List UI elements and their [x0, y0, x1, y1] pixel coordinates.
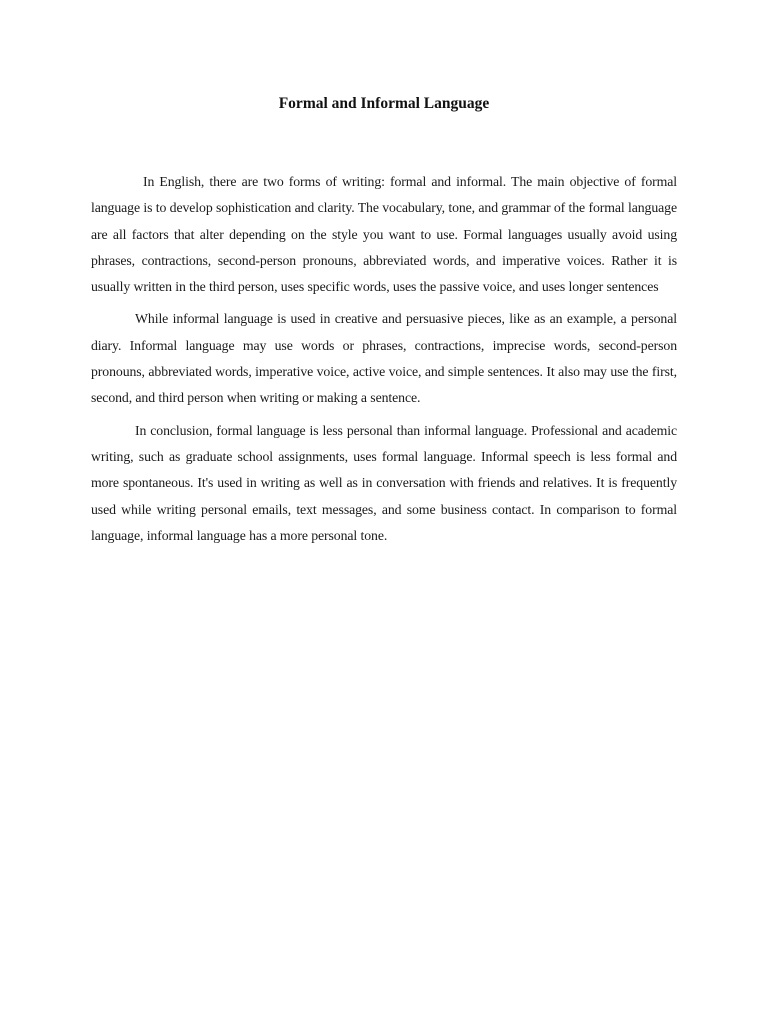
- paragraph-3: In conclusion, formal language is less personal than informal language. Professional and academic writing, such as graduate school assignments, uses formal language. Informal speech is less formal and more spontaneous. It's used in writing as well as in conversation with friends and relatives. It is frequently used while writing personal emails, text messages, and some business contact. In comparison to formal language, informal language has a more personal tone.: [91, 422, 677, 543]
- document-title: Formal and Informal Language: [278, 95, 490, 112]
- paragraph-2: While informal language is used in creative and persuasive pieces, like as an example, a personal diary. Informal language may use words or phrases, contractions, imprecise words, second-person pronouns, abbreviated words, imperative voice, active voice, and simple sentences. It also may use the first, second, and third person when writing or making a sentence.: [91, 311, 677, 406]
- paragraph-1: In English, there are two forms of writing: formal and informal. The main objective of formal language is to develop sophistication and clarity. The vocabulary, tone, and grammar of the formal language are all factors that alter depending on the style you want to use. Formal languages usually avoid using phrases, contractions, second-person pronouns, abbreviated words, and imperative voices. Rather it is usually written in the third person, uses specific words, uses the passive voice, and uses longer sentences: [91, 174, 677, 295]
- document-body: [91, 169, 677, 555]
